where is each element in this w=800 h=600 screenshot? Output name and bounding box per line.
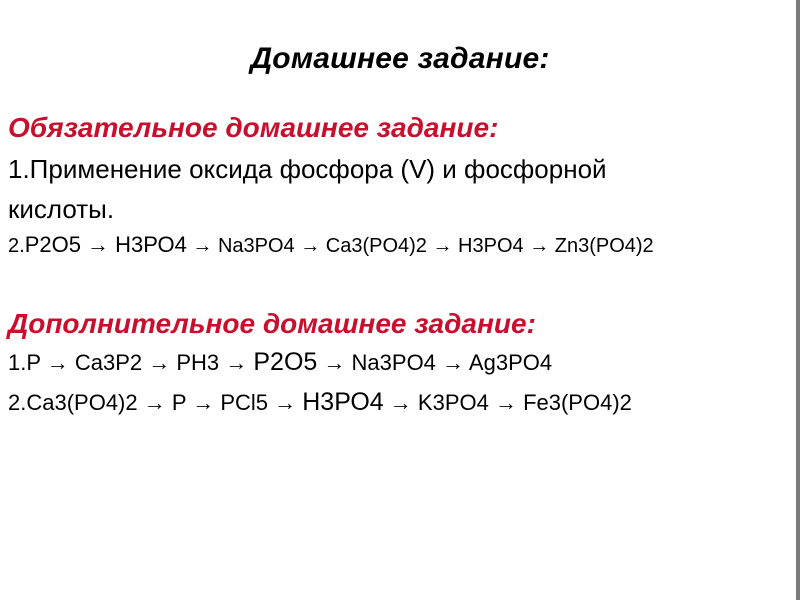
slide-edge-bar (796, 0, 800, 600)
additional-task-1-part-1: 1.P → Ca3P2 → PH3 → (8, 350, 254, 375)
additional-task-2 (8, 388, 632, 417)
additional-homework-heading: Дополнительное домашнее задание: (8, 308, 536, 339)
slide-title: Домашнее задание: (250, 42, 550, 75)
required-task-1-line-1: 1.Применение оксида фосфора (V) и фосфорной (8, 154, 607, 184)
additional-task-2-part-1: 2.Ca3(PO4)2 → P → PCl5 → (8, 390, 303, 415)
required-task-2-part-1: Р2О5 → Н3РО4 (24, 232, 187, 257)
additional-task-2-part-3: → K3PO4 → Fe3(PO4)2 (383, 390, 632, 415)
additional-task-1 (8, 348, 552, 377)
required-homework-heading: Обязательное домашнее задание: (8, 112, 499, 143)
additional-task-2-part-2: Н3РО4 (302, 388, 384, 416)
additional-task-1-part-2: Р2О5 (253, 348, 318, 376)
required-task-2-prefix: 2. (8, 235, 25, 257)
required-task-1-line-2: кислоты. (8, 194, 115, 224)
additional-task-1-part-3: → Na3PO4 → Ag3PO4 (317, 350, 553, 375)
required-task-2-part-2: → Na3PO4 → Ca3(PO4)2 → H3PO4 → Zn3(PO4)2 (186, 235, 654, 257)
required-task-2 (8, 232, 654, 258)
